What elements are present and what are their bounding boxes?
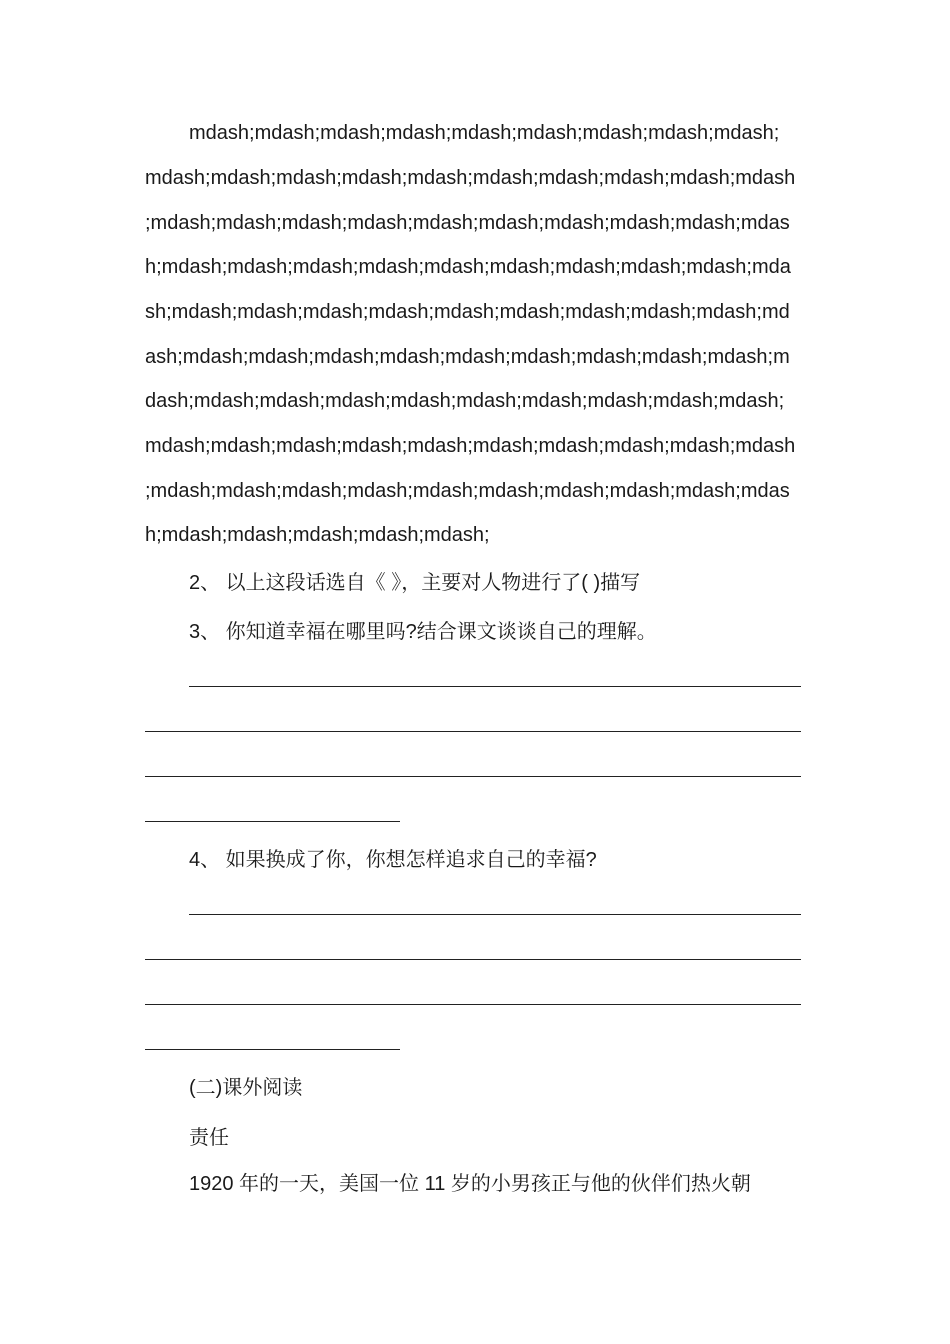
section-heading: (二)课外阅读 bbox=[189, 1077, 303, 1099]
passage-line: ash;mdash;mdash;mdash;mdash;mdash;mdash;mdash;mdash;mdash;m bbox=[145, 346, 790, 368]
answer-line bbox=[189, 686, 801, 687]
answer-line bbox=[145, 731, 801, 732]
answer-line bbox=[145, 1004, 801, 1005]
question-3: 3、 你知道幸福在哪里吗?结合课文谈谈自己的理解。 bbox=[189, 621, 657, 643]
question-2: 2、 以上这段话选自《 》，主要对人物进行了( )描写 bbox=[189, 572, 641, 594]
answer-line bbox=[145, 821, 400, 822]
reading-title: 责任 bbox=[189, 1127, 229, 1149]
passage-line: h;mdash;mdash;mdash;mdash;mdash; bbox=[145, 524, 490, 546]
answer-line bbox=[145, 776, 801, 777]
passage-line: mdash;mdash;mdash;mdash;mdash;mdash;mdash;mdash;mdash;mdash bbox=[145, 167, 796, 189]
passage-line: ;mdash;mdash;mdash;mdash;mdash;mdash;mdash;mdash;mdash;mdas bbox=[145, 480, 790, 502]
passage-line: ;mdash;mdash;mdash;mdash;mdash;mdash;mdash;mdash;mdash;mdas bbox=[145, 212, 790, 234]
answer-line bbox=[145, 1049, 400, 1050]
answer-line bbox=[189, 914, 801, 915]
passage-line: dash;mdash;mdash;mdash;mdash;mdash;mdash;mdash;mdash;mdash; bbox=[145, 390, 785, 412]
passage-line: sh;mdash;mdash;mdash;mdash;mdash;mdash;mdash;mdash;mdash;md bbox=[145, 301, 790, 323]
passage-line: mdash;mdash;mdash;mdash;mdash;mdash;mdash;mdash;mdash;mdash bbox=[145, 435, 796, 457]
reading-first-line: 1920 年的一天，美国一位 11 岁的小男孩正与他的伙伴们热火朝 bbox=[189, 1173, 751, 1195]
passage-line: h;mdash;mdash;mdash;mdash;mdash;mdash;mdash;mdash;mdash;mda bbox=[145, 256, 791, 278]
passage-line: mdash;mdash;mdash;mdash;mdash;mdash;mdash;mdash;mdash; bbox=[189, 122, 780, 144]
answer-line bbox=[145, 959, 801, 960]
question-4: 4、 如果换成了你，你想怎样追求自己的幸福? bbox=[189, 849, 597, 871]
